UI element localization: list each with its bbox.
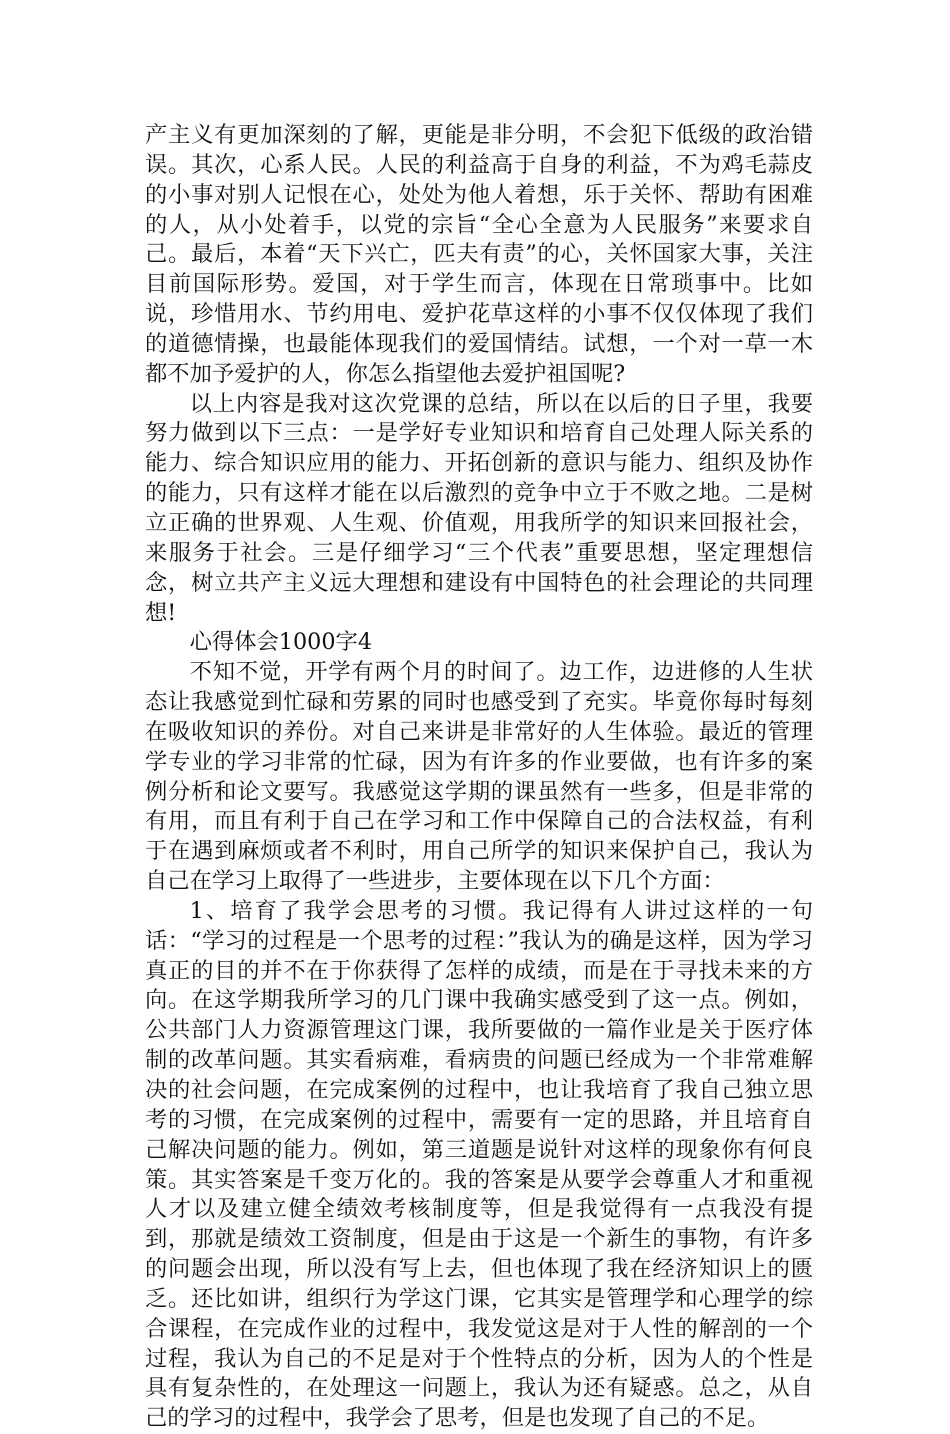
- paragraph-continuation: 产主义有更加深刻的了解，更能是非分明，不会犯下低级的政治错误。其次，心系人民。人民的利益高于自身的利益，不为鸡毛蒜皮的小事对别人记恨在心，处处为他人着想，乐于关怀、帮助有困难的人，从小处着手，以党的宗旨“全心全意为人民服务”来要求自己。最后，本着“天下兴亡，匹夫有责”的心，关怀国家大事，关注目前国际形势。爱国，对于学生而言，体现在日常琐事中。比如说，珍惜用水、节约用电、爱护花草这样的小事不仅仅体现了我们的道德情操，也最能体现我们的爱国情结。试想，一个对一草一木都不加予爱护的人，你怎么指望他去爱护祖国呢?: [145, 122, 813, 387]
- section-heading: 心得体会1000字4: [189, 629, 373, 656]
- paragraph-intro: 不知不觉，开学有两个月的时间了。边工作，边进修的人生状态让我感觉到忙碌和劳累的同时也感受到了充实。毕竟你每时每刻在吸收知识的养份。对自己来讲是非常好的人生体验。最近的管理学专业的学习非常的忙碌，因为有许多的作业要做，也有许多的案例分析和论文要写。我感觉这学期的课虽然有一些多，但是非常的有用，而且有利于自己在学习和工作中保障自己的合法权益，有利于在遇到麻烦或者不利时，用自己所学的知识来保护自己，我认为自己在学习上取得了一些进步，主要体现在以下几个方面：: [145, 659, 813, 895]
- document-body: [145, 121, 813, 1434]
- paragraph-point-1: 1、培育了我学会思考的习惯。我记得有人讲过这样的一句话：“学习的过程是一个思考的过程：”我认为的确是这样，因为学习真正的目的并不在于你获得了怎样的成绩，而是在于寻找未来的方向。在这学期我所学习的几门课中我确实感受到了这一点。例如，公共部门人力资源管理这门课，我所要做的一篇作业是关于医疗体制的改革问题。其实看病难，看病贵的问题已经成为一个非常难解决的社会问题，在完成案例的过程中，也让我培育了我自己独立思考的习惯，在完成案例的过程中，需要有一定的思路，并且培育自己解决问题的能力。例如，第三道题是说针对这样的现象你有何良策。其实答案是千变万化的。我的答案是从要学会尊重人才和重视人才以及建立健全绩效考核制度等，但是我觉得有一点我没有提到，那就是绩效工资制度，但是由于这是一个新生的事物，有许多的问题会出现，所以没有写上去，但也体现了我在经济知识上的匮乏。还比如讲，组织行为学这门课，它其实是管理学和心理学的综合课程，在完成作业的过程中，我发觉这是对于人性的解剖的一个过程，我认为自己的不足是对于个性特点的分析，因为人的个性是具有复杂性的，在处理这一问题上，我认为还有疑惑。总之，从自己的学习的过程中，我学会了思考，但是也发现了自己的不足。: [145, 897, 813, 1432]
- paragraph-party-lesson-summary: 以上内容是我对这次党课的总结，所以在以后的日子里，我要努力做到以下三点：一是学好专业知识和培育自己处理人际关系的能力、综合知识应用的能力、开拓创新的意识与能力、组织及协作的能力，只有这样才能在以后激烈的竞争中立于不败之地。二是树立正确的世界观、人生观、价值观，用我所学的知识来回报社会，来服务于社会。三是仔细学习“三个代表”重要思想，坚定理想信念，树立共产主义远大理想和建设有中国特色的社会理论的共同理想!: [145, 390, 813, 626]
